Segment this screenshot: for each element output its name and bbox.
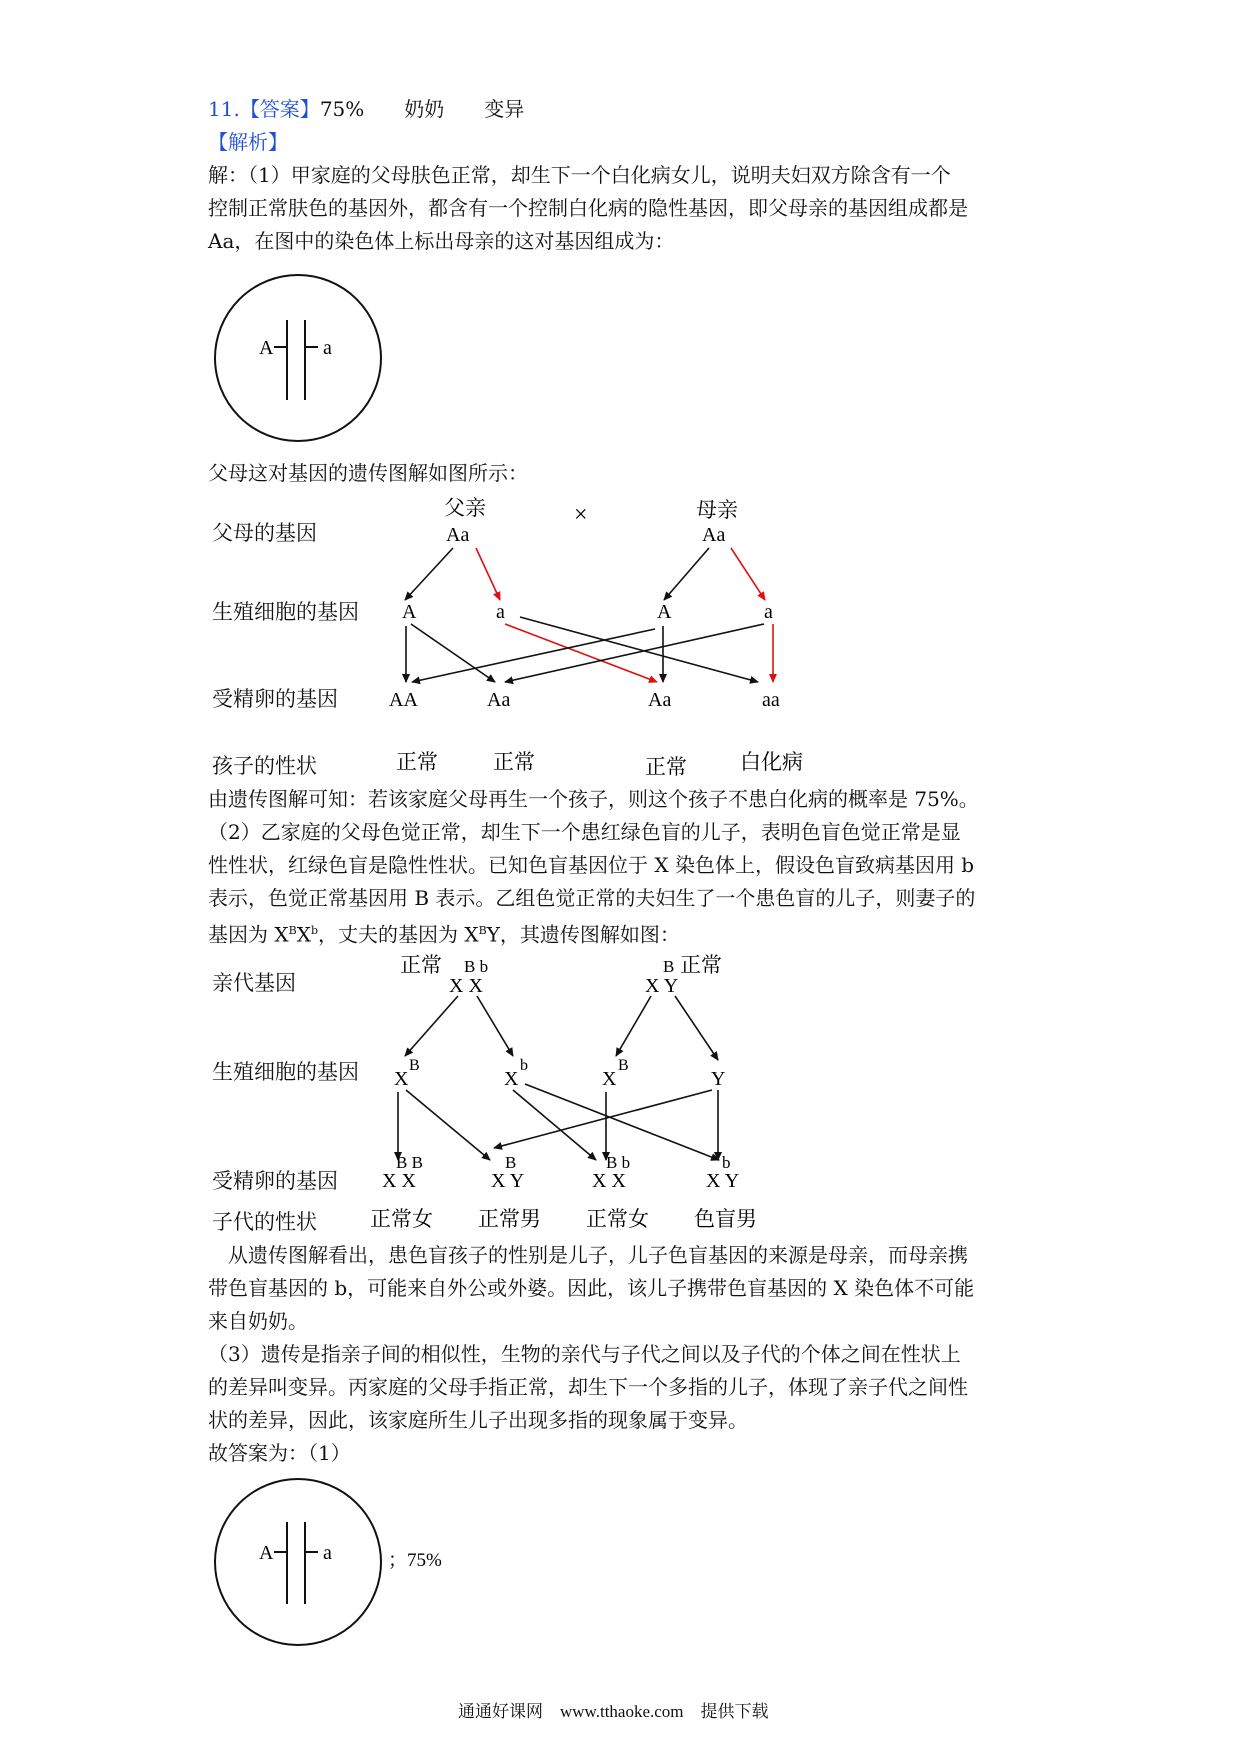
father-chromosomes: X Y [645,975,679,997]
para4-line-5: 的差异叫变异。丙家庭的父母手指正常，却生下一个多指的儿子，体现了亲子代之间性 [208,1375,968,1399]
mother-label: 母亲 [696,498,738,522]
para3-line-4: 表示，色觉正常基因用 B 表示。乙组色觉正常的夫妇生了一个患色盲的儿子，则妻子的 [208,886,976,910]
mother-alleles: B b [464,957,489,976]
zygote-2: Aa [487,689,511,711]
para1-line-2: 控制正常肤色的基因外，都含有一个控制白化病的隐性基因，即父母亲的基因组成都是 [208,196,968,220]
zygote-3: Aa [648,689,672,711]
gamete2-1-base: X [394,1068,409,1090]
offspring-trait-1: 正常女 [370,1207,433,1231]
mother-trait: 正常 [400,953,442,977]
mother-genes: Aa [702,524,726,546]
trait-2: 正常 [493,750,535,774]
genotype-text-2: X [296,922,311,947]
d2-row-label-2: 生殖细胞的基因 [212,1060,359,1084]
cell-diagram [215,275,381,441]
zygote-4: aa [762,689,780,711]
gamete2-4-base: Y [711,1068,726,1090]
genotype-sup-1: B [288,924,297,937]
para2: 父母这对基因的遗传图解如图所示： [208,461,528,485]
gamete-4: a [764,601,773,623]
d1-row-label-1: 父母的基因 [212,521,317,545]
final-cell-gene-left: A [259,1542,274,1564]
trait-4: 白化病 [740,750,803,774]
gamete-3: A [657,601,672,623]
final-answer-suffix: ；75% [388,1550,442,1571]
zygote2-3-sup: B b [606,1153,631,1172]
gamete2-2-sup: b [520,1057,528,1074]
zygote2-1-base: X X [382,1170,416,1192]
answer-2: 奶奶 [404,97,445,121]
zygote2-1-sup: B B [396,1153,423,1172]
genotype-text-4: Y，其遗传图解如图： [486,922,680,947]
zygote2-3-base: X X [592,1170,626,1192]
para3-line-3: 性性状，红绿色盲是隐性性状。已知色盲基因位于 X 染色体上，假设色盲致病基因用 b [208,853,975,877]
trait-3: 正常 [645,755,687,779]
answer-3: 变异 [484,97,525,121]
para1-line-1: 解：（1）甲家庭的父母肤色正常，却生下一个白化病女儿，说明夫妇双方除含有一个 [208,163,951,187]
zygote-1: AA [389,689,418,711]
zygote2-2-base: X Y [491,1170,525,1192]
father-genes: Aa [446,524,470,546]
genotype-text-1: 基因为 X [208,922,289,947]
gamete2-2-base: X [504,1068,519,1090]
question-number: 11. [208,97,240,121]
para3-line-2: （2）乙家庭的父母色觉正常，却生下一个患红绿色盲的儿子，表明色盲色觉正常是显 [208,820,961,844]
gamete2-3-sup: B [618,1057,629,1074]
genotype-text-3: ，丈夫的基因为 X [318,922,479,947]
gamete-1: A [402,601,417,623]
d2-row-label-1: 亲代基因 [212,971,296,995]
gamete2-1-sup: B [409,1057,420,1074]
mother-chromosomes: X X [449,975,483,997]
para4-line-6: 状的差异，因此，该家庭所生儿子出现多指的现象属于变异。 [208,1408,748,1432]
zygote2-2-sup: B [505,1153,517,1172]
genotype-sup-3: B [478,924,487,937]
para4-line-7: 故答案为：（1） [208,1441,351,1465]
offspring-trait-4: 色盲男 [694,1207,757,1231]
footer: 通通好课网 www.tthaoke.com 提供下载 [458,1702,769,1721]
d1-row-label-3: 受精卵的基因 [212,687,338,711]
d1-row-label-4: 孩子的性状 [212,754,317,778]
para4-line-3: 来自奶奶。 [208,1309,308,1333]
offspring-trait-3: 正常女 [586,1207,649,1231]
para4-line-4: （3）遗传是指亲子间的相似性，生物的亲代与子代之间以及子代的个体之间在性状上 [208,1342,961,1366]
answer-tag: 【答案】 [239,97,320,121]
final-cell-gene-right: a [323,1542,332,1564]
d2-row-label-3: 受精卵的基因 [212,1169,338,1193]
cell-gene-left: A [259,337,274,359]
cross-symbol: × [574,502,588,528]
inheritance-diagram-1 [389,496,803,779]
gamete2-3-base: X [602,1068,617,1090]
zygote2-4-base: X Y [706,1170,740,1192]
father-allele: B [663,957,675,976]
para4-line-1: 从遗传图解看出，患色盲孩子的性别是儿子，儿子色盲基因的来源是母亲，而母亲携 [208,1243,968,1267]
father-label: 父亲 [444,496,486,520]
father-trait: 正常 [680,953,722,977]
para3-line-1: 由遗传图解可知：若该家庭父母再生一个孩子，则这个孩子不患白化病的概率是 75%。 [208,787,979,811]
analysis-tag: 【解析】 [208,130,288,154]
para4-line-2: 带色盲基因的 b，可能来自外公或外婆。因此，该儿子携带色盲基因的 X 染色体不可能 [208,1276,975,1300]
para3-line-5 [208,920,680,946]
inheritance-diagram-2 [370,953,757,1231]
offspring-trait-2: 正常男 [478,1207,541,1231]
d2-row-label-4: 子代的性状 [212,1210,317,1234]
gamete-2: a [496,601,505,623]
answer-1: 75% [319,97,365,121]
para1-line-3: Aa，在图中的染色体上标出母亲的这对基因组成为： [208,229,675,253]
trait-1: 正常 [396,750,438,774]
genotype-sup-2: b [310,924,318,937]
cell-gene-right: a [323,337,332,359]
zygote2-4-sup: b [722,1153,731,1172]
final-cell-diagram [215,1479,442,1645]
d1-row-label-2: 生殖细胞的基因 [212,600,359,624]
